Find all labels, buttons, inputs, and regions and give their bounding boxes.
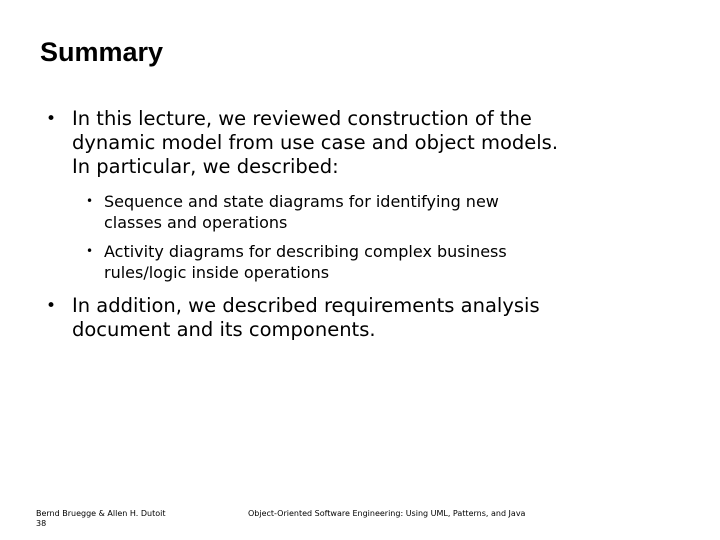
sub-bullet-marker: • — [86, 194, 94, 208]
footer-center — [248, 509, 525, 519]
bullet-2 — [46, 294, 540, 342]
slide-title: Summary — [40, 37, 164, 67]
sub-bullet-1 — [86, 191, 499, 233]
footer-left — [36, 509, 165, 529]
sub-bullet-1-line-2: classes and operations — [104, 213, 288, 232]
sub-bullet-marker: • — [86, 244, 94, 258]
footer-page-number: 38 — [36, 519, 47, 528]
sub-bullet-2-line-2: rules/logic inside operations — [104, 263, 330, 282]
sub-bullet-1-line-1: Sequence and state diagrams for identifying new — [104, 192, 499, 211]
bullet-2-line-1: In addition, we described requirements analysis — [72, 294, 540, 317]
bullet-1 — [46, 107, 559, 179]
footer-authors: Bernd Bruegge & Allen H. Dutoit — [36, 509, 166, 518]
bullet-1-line-3: In particular, we described: — [72, 155, 339, 178]
bullet-2-line-2: document and its components. — [72, 318, 376, 341]
footer-book-title: Object-Oriented Software Engineering: Using UML, Patterns, and Java — [248, 509, 526, 518]
bullet-marker: • — [46, 109, 57, 129]
bullet-1-line-1: In this lecture, we reviewed construction of the — [72, 107, 532, 130]
sub-bullet-2 — [86, 241, 507, 283]
bullet-marker: • — [46, 296, 57, 316]
bullet-1-line-2: dynamic model from use case and object models. — [72, 131, 559, 154]
sub-bullet-2-line-1: Activity diagrams for describing complex business — [104, 242, 507, 261]
